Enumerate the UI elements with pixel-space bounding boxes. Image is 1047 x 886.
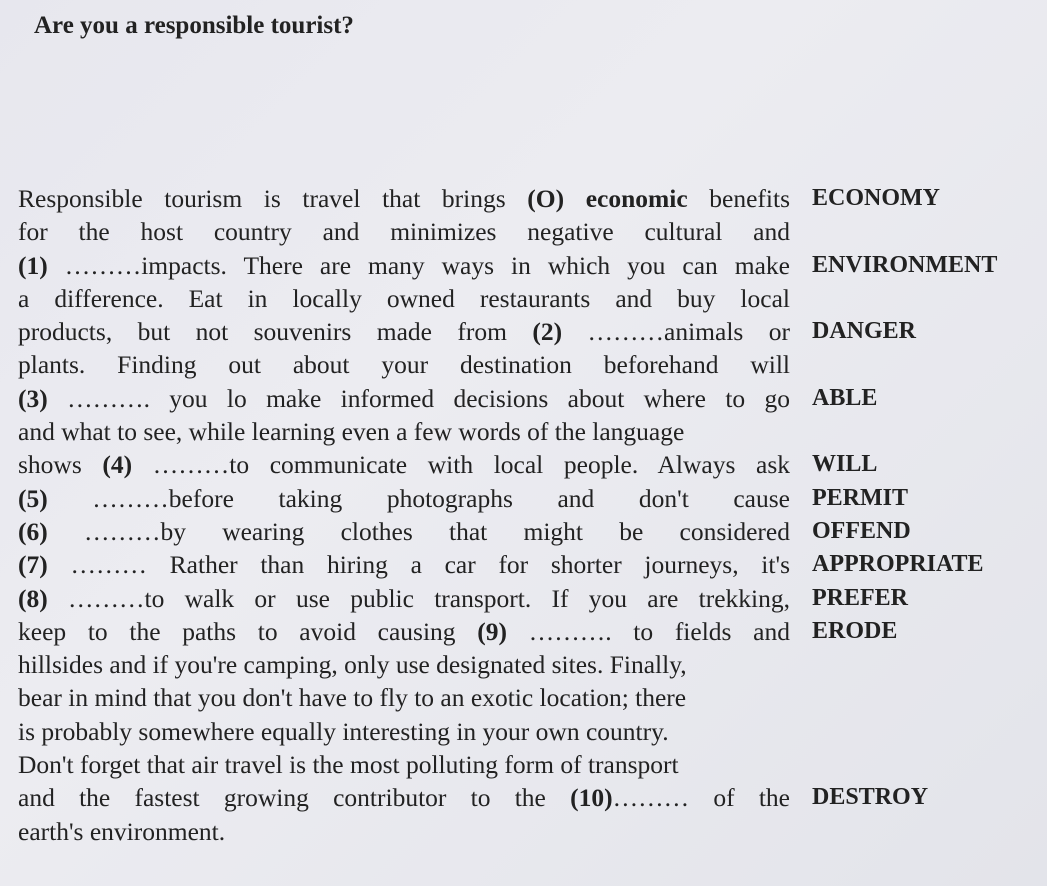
gap-number: (9) [477, 616, 507, 646]
gap-number: (2) [532, 317, 563, 347]
passage-line [18, 249, 790, 282]
passage-line [18, 681, 790, 714]
gap-number: (O) economic [527, 184, 688, 213]
line-text: ………to walk or use public transport. If you are trekking, [47, 583, 790, 613]
line-text: benefits [687, 184, 790, 213]
keyword-word: OFFEND [812, 517, 911, 544]
line-text: ………impacts. There are many ways in which you can make [47, 250, 790, 280]
line-text: for the host country and minimizes negative cultural and [18, 217, 790, 247]
passage-line [18, 482, 790, 515]
keyword-word: APPROPRIATE [812, 551, 984, 578]
line-text: ………animals or [562, 317, 790, 347]
passage-line [18, 315, 790, 348]
keyword-word [812, 215, 1042, 248]
page-title: Are you a responsible tourist? [34, 12, 354, 39]
line-text: ………to communicate with local people. Always ask [132, 450, 790, 480]
passage-line [18, 448, 790, 481]
passage-line [18, 648, 790, 681]
gap-number: (8) [18, 583, 48, 613]
passage-line [18, 815, 790, 848]
passage-line [18, 781, 790, 814]
line-text: ……… of the [612, 783, 790, 813]
passage-line [18, 282, 790, 315]
keyword-word [812, 648, 1042, 681]
line-text: ………. you lo make informed decisions about where to go [47, 383, 790, 413]
keyword-word: ENVIRONMENT [812, 251, 998, 278]
gap-number: (5) [18, 483, 48, 513]
line-text: and the fastest growing contributor to the [18, 783, 571, 813]
keyword-word: ERODE [812, 617, 898, 644]
line-text: ……… Rather than hiring a car for shorter journeys, it's [47, 550, 790, 580]
passage-line [18, 382, 790, 415]
line-text: and what to see, while learning even a few words of the language [18, 417, 685, 447]
gap-number: (10) [570, 783, 613, 813]
line-text: is probably somewhere equally interesting in your own country. [18, 716, 669, 746]
keyword-word [812, 681, 1042, 714]
passage-line [18, 515, 790, 548]
keyword-word: PERMIT [812, 484, 908, 511]
keyword-word: DANGER [812, 318, 917, 345]
keyword-word: DESTROY [812, 784, 929, 811]
line-text: plants. Finding out about your destination beforehand will [18, 350, 790, 380]
keyword-word [812, 748, 1042, 781]
keyword-word [812, 282, 1042, 315]
keyword-column [812, 182, 1042, 848]
passage-line [18, 415, 790, 448]
gap-number: (7) [18, 550, 48, 580]
passage-line [18, 215, 790, 248]
line-text: Don't forget that air travel is the most polluting form of transport [18, 750, 679, 780]
gap-number: (1) [18, 250, 48, 280]
passage-line [18, 582, 790, 615]
gap-number: (6) [18, 516, 48, 546]
line-text: keep to the paths to avoid causing [18, 616, 478, 646]
keyword-word [812, 348, 1042, 381]
line-text: a difference. Eat in locally owned restaurants and buy local [18, 283, 790, 313]
passage-line [18, 715, 790, 748]
keyword-word: ABLE [812, 384, 878, 411]
line-text: ………by wearing clothes that might be considered [47, 516, 790, 546]
passage-line [18, 548, 790, 581]
keyword-word: PREFER [812, 584, 908, 611]
passage-line [18, 615, 790, 648]
passage-line [18, 182, 790, 215]
line-text: ………before taking photographs and don't cause [47, 483, 790, 513]
keyword-word [812, 415, 1042, 448]
passage-text [18, 182, 790, 848]
gap-number: (4) [102, 450, 133, 480]
line-text: Responsible tourism is travel that brings [18, 184, 528, 213]
keyword-word: ECONOMY [812, 185, 940, 211]
line-text: bear in mind that you don't have to fly to an exotic location; there [18, 683, 687, 713]
keyword-word [812, 815, 1042, 848]
passage-line [18, 748, 790, 781]
line-text: shows [18, 450, 103, 480]
line-text: products, but not souvenirs made from [18, 317, 533, 347]
keyword-word [812, 715, 1042, 748]
line-text: hillsides and if you're camping, only use designated sites. Finally, [18, 650, 687, 680]
passage-line [18, 348, 790, 381]
line-text: ………. to fields and [507, 616, 790, 646]
gap-number: (3) [18, 383, 48, 413]
keyword-word: WILL [812, 451, 878, 478]
line-text: earth's environment. [18, 816, 226, 846]
